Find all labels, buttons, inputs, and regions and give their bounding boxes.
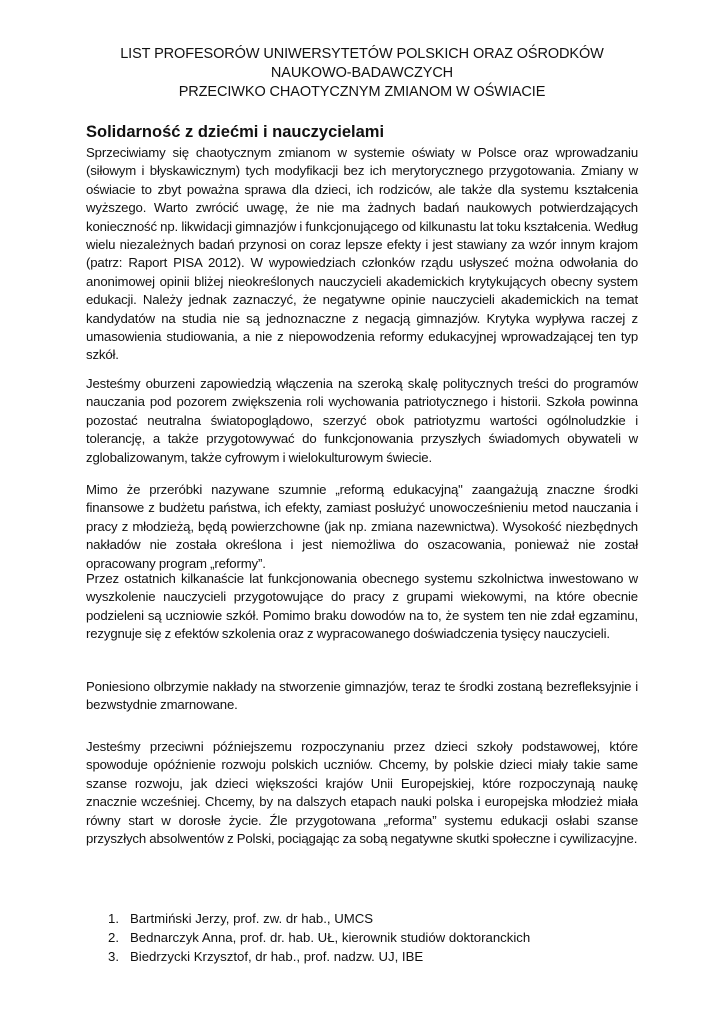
- list-item-text: Bartmiński Jerzy, prof. zw. dr hab., UMCS: [130, 911, 374, 926]
- paragraph-5: Poniesiono olbrzymie nakłady na stworzenie gimnazjów, teraz te środki zostaną bezrefleksyjnie i bezwstydnie zmarnowane.: [86, 679, 638, 713]
- section-heading: Solidarność z dziećmi i nauczycielami: [86, 123, 385, 141]
- document-title: [60, 45, 664, 102]
- paragraph-3: Mimo że przeróbki nazywane szumnie „reformą edukacyjną" zaangażują znaczne środki finansowe z budżetu państwa, ich efekty, zamiast posłużyć unowocześnieniu metod nauczania i pracy z młodzieżą, będą powierzchowne (jak np. zmiana nazewnictwa). Wysokość niezbędnych nakładów nie została określona i jest niemożliwa do oszacowania, ponieważ nie został opracowany program „reformy”.: [86, 482, 638, 571]
- paragraph-1: Sprzeciwiamy się chaotycznym zmianom w systemie oświaty w Polsce oraz wprowadzaniu (siłowym i błyskawicznym) tych modyfikacji bez ich merytorycznego przygotowania. Zmiany w oświacie to zbyt poważna sprawa dla dzieci, ich rodziców, ale także dla systemu kształcenia wyższego. Warto zwrócić uwagę, że nie ma żadnych badań naukowych potwierdzających konieczność np. likwidacji gimnazjów i funkcjonującego od kilkunastu lat toku kształcenia. Według wielu niezależnych badań przynosi on coraz lepsze efekty i jest stawiany za wzór innym krajom (patrz: Raport PISA 2012). W wypowiedziach członków rządu usłyszeć można odwołania do anonimowej opinii bliżej nieokreślonych nauczycieli akademickich krytykujących obecny system edukacji. Należy jednak zaznaczyć, że negatywne opinie nauczycieli akademickich na temat kandydatów na studia nie są jednoznaczne z negacją gimnazjów. Krytyka wypływa raczej z umasowienia studiowania, a nie z niepowodzenia reformy edukacyjnej wprowadzającej ten typ szkół.: [86, 145, 638, 363]
- title-line-3: PRZECIWKO CHAOTYCZNYM ZMIANOM W OŚWIACIE: [178, 84, 546, 100]
- list-item: [108, 909, 530, 928]
- title-line-2: NAUKOWO-BADAWCZYCH: [270, 65, 454, 81]
- list-item-number: 3.: [108, 949, 119, 964]
- list-item: [108, 947, 530, 966]
- list-item-text: Biedrzycki Krzysztof, dr hab., prof. nadzw. UJ, IBE: [130, 949, 424, 964]
- signatories-list: [108, 909, 530, 966]
- list-item-number: 1.: [108, 911, 119, 926]
- title-line-1: LIST PROFESORÓW UNIWERSYTETÓW POLSKICH ORAZ OŚRODKÓW: [120, 46, 604, 62]
- paragraph-4: Przez ostatnich kilkanaście lat funkcjonowania obecnego systemu szkolnictwa inwestowano w wyszkolenie nauczycieli przygotowujące do pracy z grupami wiekowymi, na które obecnie podzieleni są uczniowie szkół. Pomimo braku dowodów na to, że system ten nie zdał egzaminu, rezygnuje się z efektów szkolenia oraz z wypracowanego doświadczenia tysięcy nauczycieli.: [86, 571, 638, 642]
- list-item-number: 2.: [108, 930, 119, 945]
- paragraph-6: Jesteśmy przeciwni późniejszemu rozpoczynaniu przez dzieci szkoły podstawowej, które spowoduje opóźnienie rozwoju polskich uczniów. Chcemy, by polskie dzieci miały takie same szanse rozwoju, jak dzieci większości krajów Unii Europejskiej, które rozpoczynają naukę znacznie wcześniej. Chcemy, by na dalszych etapach nauki polska i europejska młodzież miała równy start w dorosłe życie. Źle przygotowana „reforma” systemu edukacji osłabi szanse przyszłych absolwentów z Polski, pociągając za sobą negatywne skutki społeczne i cywilizacyjne.: [86, 739, 638, 847]
- paragraph-2: Jesteśmy oburzeni zapowiedzią włączenia na szeroką skalę politycznych treści do programów nauczania pod pozorem zwiększenia roli wychowania patriotycznego i historii. Szkoła powinna pozostać neutralna światopoglądowo, szerzyć obok patriotyzmu wartości ogólnoludzkie i tolerancję, a także przygotowywać do funkcjonowania przyszłych świadomych obywateli w zglobalizowanym, także cyfrowym i wielokulturowym świecie.: [86, 376, 638, 465]
- list-item-text: Bednarczyk Anna, prof. dr. hab. UŁ, kierownik studiów doktoranckich: [130, 930, 531, 945]
- list-item: [108, 928, 530, 947]
